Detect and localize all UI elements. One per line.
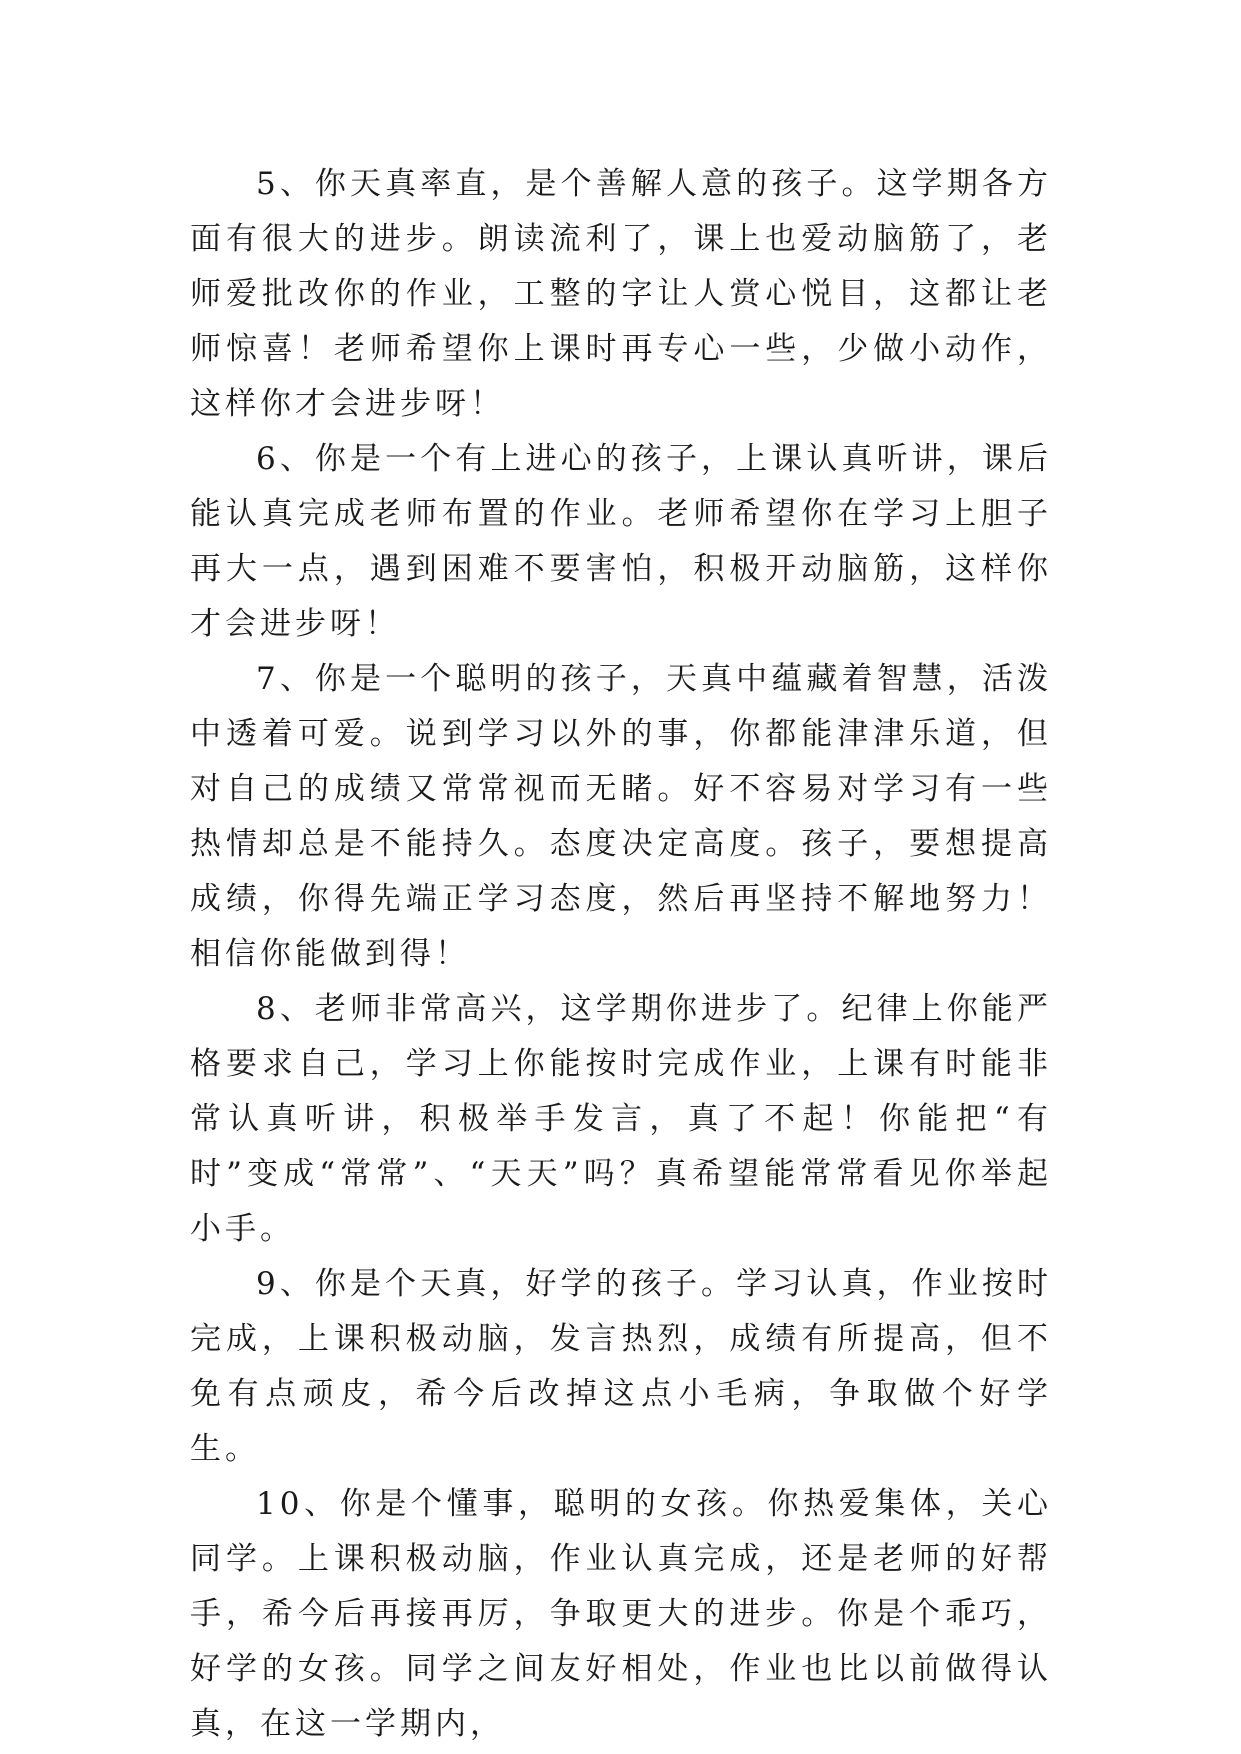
paragraph-comment-5: 5、你天真率直，是个善解人意的孩子。这学期各方面有很大的进步。朗读流利了，课上也爱动脑筋了，老师爱批改你的作业，工整的字让人赏心悦目，这都让老师惊喜！老师希望你上课时再专心一些，少做小动作，这样你才会进步呀！ <box>190 166 1052 422</box>
paragraph-comment-9: 9、你是个天真，好学的孩子。学习认真，作业按时完成，上课积极动脑，发言热烈，成绩有所提高，但不免有点顽皮，希今后改掉这点小毛病，争取做个好学生。 <box>190 1266 1052 1467</box>
paragraph-comment-6: 6、你是一个有上进心的孩子，上课认真听讲，课后能认真完成老师布置的作业。老师希望你在学习上胆子再大一点，遇到困难不要害怕，积极开动脑筋，这样你才会进步呀！ <box>190 441 1052 642</box>
document-body <box>190 157 1052 1752</box>
paragraph-comment-7: 7、你是一个聪明的孩子，天真中蕴藏着智慧，活泼中透着可爱。说到学习以外的事，你都能津津乐道，但对自己的成绩又常常视而无睹。好不容易对学习有一些热情却总是不能持久。态度决定高度。孩子，要想提高成绩，你得先端正学习态度，然后再坚持不解地努力！相信你能做到得！ <box>190 661 1052 972</box>
paragraph-comment-10: 10、你是个懂事，聪明的女孩。你热爱集体，关心同学。上课积极动脑，作业认真完成，还是老师的好帮手，希今后再接再厉，争取更大的进步。你是个乖巧，好学的女孩。同学之间友好相处，作业也比以前做得认真，在这一学期内， <box>190 1486 1052 1742</box>
paragraph-comment-8: 8、老师非常高兴，这学期你进步了。纪律上你能严格要求自己，学习上你能按时完成作业，上课有时能非常认真听讲，积极举手发言，真了不起！你能把“有时”变成“常常”、“天天”吗？真希望能常常看见你举起小手。 <box>190 991 1052 1247</box>
